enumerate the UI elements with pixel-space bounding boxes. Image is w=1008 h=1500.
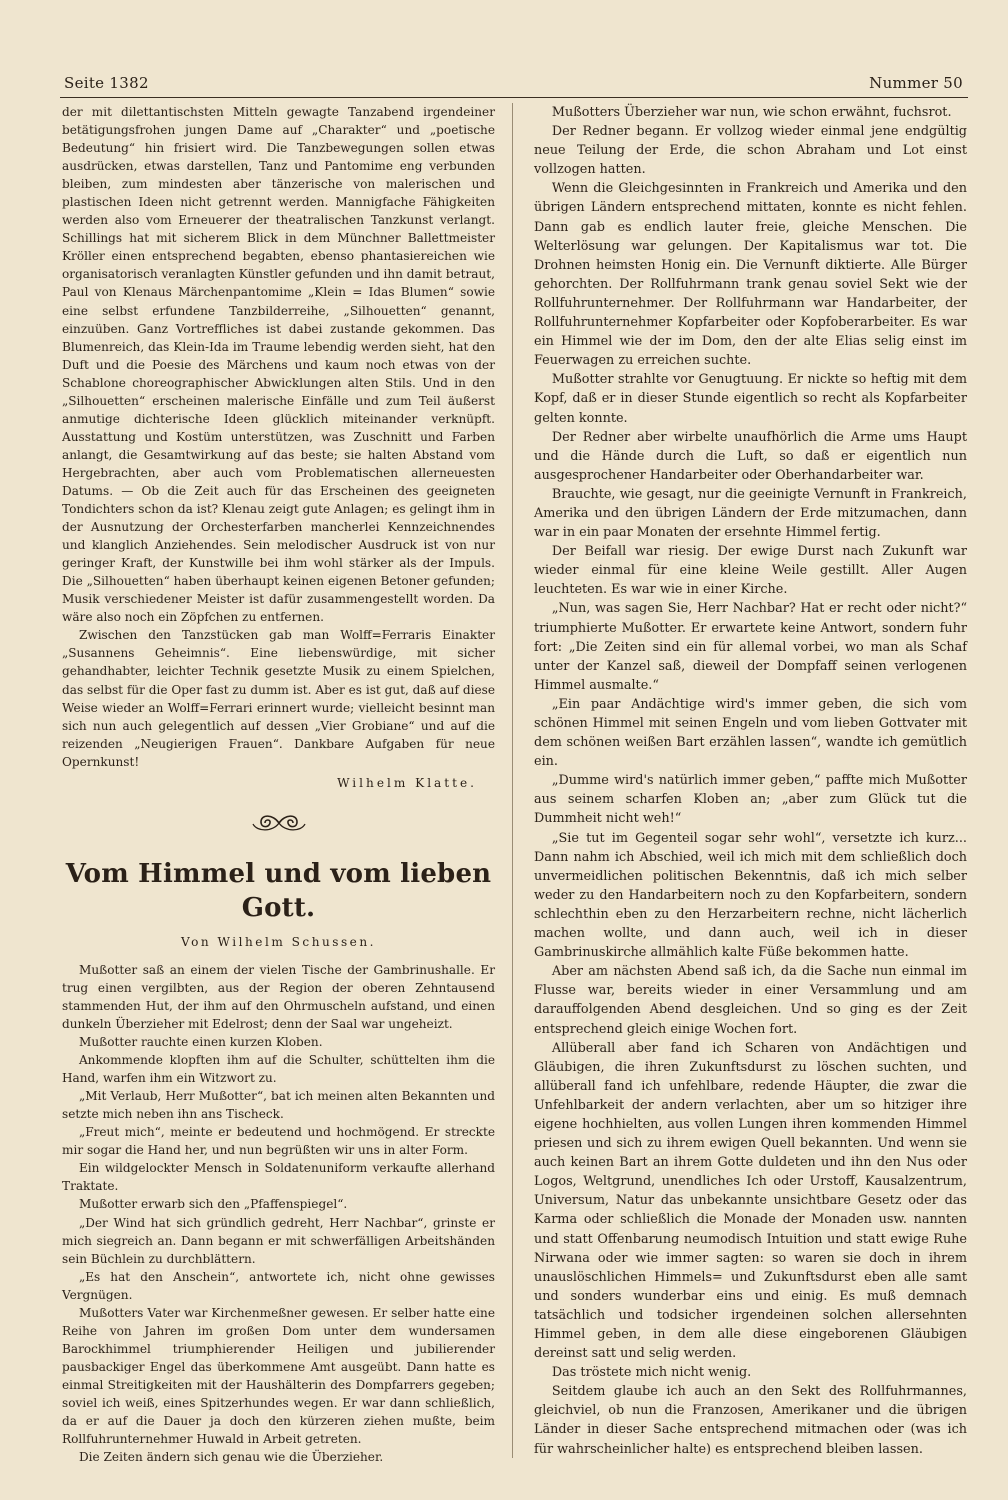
article-byline: Von Wilhelm Schussen. [181, 934, 376, 949]
story-paragraph: „Der Wind hat sich gründlich gedreht, Herr Nachbar“, grinste er mich siegreich an. Dann begann er mit schwerfälligen Arbeitshänden sein Büchlein zu durchblättern. [62, 1215, 495, 1266]
story-paragraph: Ankommende klopften ihm auf die Schulter, schüttelten ihm die Hand, warfen ihm ein Witzwort zu. [62, 1053, 495, 1086]
story-paragraph: Mußotter erwarb sich den „Pfaffenspiegel“. [78, 1197, 348, 1212]
story-paragraph: Ein wildgelockter Mensch in Soldatenuniform verkaufte allerhand Traktate. [62, 1161, 495, 1194]
story-paragraph: Mußotter saß an einem der vielen Tische der Gambrinushalle. Er trug einen vergilbten, aus der Region der oberen Zehntausend stammenden Hut, der ihm auf den Ohrmuscheln aufstand, und einen dunkeln Überzieher mit Edelrost; denn der Saal war ungeheizt. [62, 962, 495, 1032]
story-paragraph: Das tröstete mich nicht wenig. [551, 1365, 752, 1381]
review-paragraph: Zwischen den Tanzstücken gab man Wolff=Ferraris Einakter „Susannens Geheimnis“. Eine liebenswürdige, mit sicher gehandhabter, leichter Technik gesetzte Musik zu einem Spielchen, das selbst für die Oper fast zu dumm ist. Aber es ist gut, daß auf diese Weise wieder an Wolff=Ferrari erinnert wurde; vielleicht besinnt man sich nun auch gelegentlich auf dessen „Vier Grobiane“ und auf die reizenden „Neugierigen Frauen“. Dankbare Aufgaben für neue Opernkunst! [62, 628, 496, 769]
article-title: Vom Himmel und vom lieben Gott. [65, 858, 492, 923]
page-number: Seite 1382 [64, 74, 149, 92]
story-paragraph: „Mit Verlaub, Herr Mußotter“, bat ich meinen alten Bekannten und setzte mich neben ihn ans Tischeck. [62, 1089, 495, 1122]
column-divider [512, 103, 513, 1458]
right-column [534, 103, 967, 1459]
story-paragraph: Brauchte, wie gesagt, nur die geeinigte Vernunft in Frankreich, Amerika und den übrigen Ländern der Erde mitzumachen, dann war in ein paar Monaten der ersehnte Himmel fertig. [534, 486, 967, 541]
story-paragraph: Mußotters Überzieher war nun, wie schon erwähnt, fuchsrot. [551, 105, 952, 120]
story-paragraph: Seitdem glaube ich auch an den Sekt des Rollfuhrmannes, gleichviel, ob nun die Franzosen, Amerikaner und die übrigen Länder in dieser Sache entsprechend mitmachen oder (was ich für wahrscheinlicher halte) es entsprechend bleiben lassen. [534, 1384, 967, 1457]
story-paragraph: „Nun, was sagen Sie, Herr Nachbar? Hat er recht oder nicht?“ triumphierte Mußotter. Er erwartete keine Antwort, sondern fuhr fort: „Die Zeiten sind ein für allemal vorbei, wo man als Schaf unter der Kanzel saß, dieweil der Dompfaff seinen verlogenen Himmel ausmalte.“ [534, 601, 967, 693]
header-rule [60, 97, 968, 98]
story-paragraph: Die Zeiten ändern sich genau wie die Überzieher. [78, 1450, 384, 1465]
story-paragraph: Mußotter rauchte einen kurzen Kloben. [78, 1035, 323, 1050]
story-paragraph: Aber am nächsten Abend saß ich, da die Sache nun einmal im Flusse war, bereits wieder in einer Versammlung und am darauffolgenden Abend desgleichen. Und so ging es der Zeit entsprechend gleich einige Wochen fort. [534, 964, 967, 1037]
story-paragraph: „Ein paar Andächtige wird's immer geben, die sich vom schönen Himmel mit seinen Engeln und vom lieben Gottvater mit dem schönen weißen Bart erzählen lassen“, wandte ich gemütlich ein. [534, 696, 967, 770]
story-paragraph: „Freut mich“, meinte er bedeutend und hochmögend. Er streckte mir sogar die Hand her, und nun begrüßten wir uns in alter Form. [62, 1125, 495, 1158]
story-paragraph: Allüberall aber fand ich Scharen von Andächtigen und Gläubigen, die ihren Zukunftsdurst zu löschen suchten, und allüberall fand ich unfehlbare, redende Häupter, die zwar die Unfehlbarkeit der andern verlachten, aber um so hitziger ihre eigene hochhielten, aus vollen Lungen ihren kommenden Himmel priesen und sich zu ihrem ewigen Quell bekannten. Und wenn sie auch keinen Bart an ihrem Gotte duldeten und ihn den Nus oder Logos, Weltgrund, unendliches Ich oder Urstoff, Kausalzentrum, Universum, Natur das unbekannte unsichtbare Gesetz oder das Karma oder schließlich die Monade der Monaden usw. nannten und statt Offenbarung neumodisch Intuition und statt ewige Ruhe Nirwana oder wie immer sagten: so waren sie doch in ihrem unauslöschlichen Himmels= und Zukunftsdurst eben alle samt und sonders wunderbar eins und einig. Es muß demnach tatsächlich und todsicher irgendeinen solchen allersehnten Himmel geben, in dem alle diese eingeborenen Gläubigen dereinst satt und selig werden. [534, 1040, 967, 1362]
story-paragraph: Der Beifall war riesig. Der ewige Durst nach Zukunft war wieder einmal für eine kleine Weile gestillt. Aller Augen leuchteten. Es war wie in einer Kirche. [534, 544, 967, 598]
review-paragraph: der mit dilettantischsten Mitteln gewagte Tanzabend irgendeiner betätigungsfrohen jungen Dame auf „Charakter“ und „poetische Bedeutung“ hin frisiert wird. Die Tanzbewegungen sollen etwas ausdrücken, etwas darstellen, Tanz und Pantomime eng verbunden bleiben, zum mindesten aber tänzerische von malerischen und plastischen Ideen nicht getrennt werden. Mannigfache Fähigkeiten werden also vom Erneuerer der theatralischen Tanzkunst verlangt. Schillings hat mit sicherem Blick in dem Münchner Ballettmeister Kröller einen entsprechend begabten, ebenso phantasiereichen wie organisatorisch veranlagten Künstler gefunden und ihn damit betraut, Paul von Klenaus Märchenpantomime „Klein = Idas Blumen“ sowie eine selbst erfundene Tanzbilderreihe, „Silhouetten“ genannt, einzuüben. Ganz Vortreffliches ist dabei zustande gekommen. Das Blumenreich, das Klein-Ida im Traume lebendig werden sieht, hat den Duft und die Poesie des Märchens und kaum noch etwas von der Schablone choreographischer Abwicklungen alten Stils. Und in den „Silhouetten“ erscheinen malerische Einfälle und zum Teil äußerst anmutige dichterische Ideen glücklich miteinander verknüpft. Ausstattung und Kostüm unterstützen, was Zuschnitt und Farben anlangt, die Gesamtwirkung auf das beste; sie halten Abstand vom Hergebrachten, aber auch vom Problematischen allerneuesten Datums. — Ob die Zeit auch für das Erscheinen des geeigneten Tondichters schon da ist? Klenau zeigt gute Anlagen; es gelingt ihm in der Ausnutzung der Orchesterfarben mancherlei Kennzeichnendes und klanglich Anziehendes. Sein melodischer Ausdruck ist von nur geringer Kraft, der Kunstwille bei ihm wohl stärker als der Impuls. Die „Silhouetten“ haben überhaupt keinen eigenen Betoner gefunden; Musik verschiedener Meister ist dafür zusammengestellt worden. Da wäre also noch ein Zöpfchen zu entfernen. [62, 105, 495, 625]
story-paragraph: Der Redner aber wirbelte unaufhörlich die Arme ums Haupt und die Hände durch die Luft, so daß er eigentlich nun ausgesprochener Handarbeiter oder Oberhandarbeiter war. [534, 429, 967, 483]
issue-number: Nummer 50 [869, 74, 963, 92]
story-paragraph: Mußotter strahlte vor Genugtuung. Er nickte so heftig mit dem Kopf, daß er in dieser Stunde eigentlich so recht als Kopfarbeiter gelten konnte. [534, 372, 967, 426]
story-paragraph: „Sie tut im Gegenteil sogar sehr wohl“, versetzte ich kurz... Dann nahm ich Abschied, weil ich mich mit dem schließlich doch unvermeidlichen politischen Bekenntnis, daß ich mich selber weder zu den Handarbeitern noch zu den Kopfarbeitern, sondern schlechthin eben zu den Herzarbeitern rechne, nicht lächerlich machen wollte, und dann auch, weil ich in dieser Gambrinuskirche allmählich kalte Füße bekommen hatte. [534, 830, 967, 961]
story-paragraph: Mußotters Vater war Kirchenmeßner gewesen. Er selber hatte eine Reihe von Jahren im großen Dom unter dem wundersamen Barockhimmel triumphierender Heiligen und jubilierender pausbackiger Engel das überkommene Amt ausgeübt. Dann hatte es einmal Streitigkeiten mit der Haushälterin des Dompfarrers gegeben; soviel ich weiß, eines Spitzerhundes wegen. Er war dann schließlich, da er auf die Dauer ja doch den kürzeren ziehen mußte, beim Rollfuhrunternehmer Huwald in Arbeit getreten. [62, 1305, 495, 1447]
review-signature: Wilhelm Klatte. [337, 775, 477, 790]
story-paragraph: Der Redner begann. Er vollzog wieder einmal jene endgültig neue Teilung der Erde, die schon Abraham und Lot einst vollzogen hatten. [534, 124, 967, 178]
story-paragraph: „Es hat den Anschein“, antwortete ich, nicht ohne gewisses Vergnügen. [62, 1269, 495, 1302]
story-paragraph: „Dumme wird's natürlich immer geben,“ paffte mich Mußotter aus seinem scharfen Kloben an; „aber zum Glück tut die Dummheit nicht weh!“ [534, 773, 967, 827]
story-paragraph: Wenn die Gleichgesinnten in Frankreich und Amerika und den übrigen Ländern entsprechend mittaten, konnte es nicht fehlen. Dann gab es endlich lauter freie, gleiche Menschen. Die Welterlösung war gelungen. Der Kapitalismus war tot. Die Drohnen heimsten Honig ein. Die Vernunft diktierte. Alle Bürger gehorchten. Der Rollfuhrmann trank genau soviel Sekt wie der Rollfuhrunternehmer. Der Rollfuhrmann war Handarbeiter, der Rollfuhrunternehmer Kopfarbeiter oder Kopfoberarbeiter. Es war ein Himmel wie der im Dom, den der alte Elias selig einst im Feuerwagen zu erreichen suchte. [534, 181, 967, 369]
left-column [62, 103, 495, 1466]
scroll-ornament-icon [62, 812, 495, 839]
